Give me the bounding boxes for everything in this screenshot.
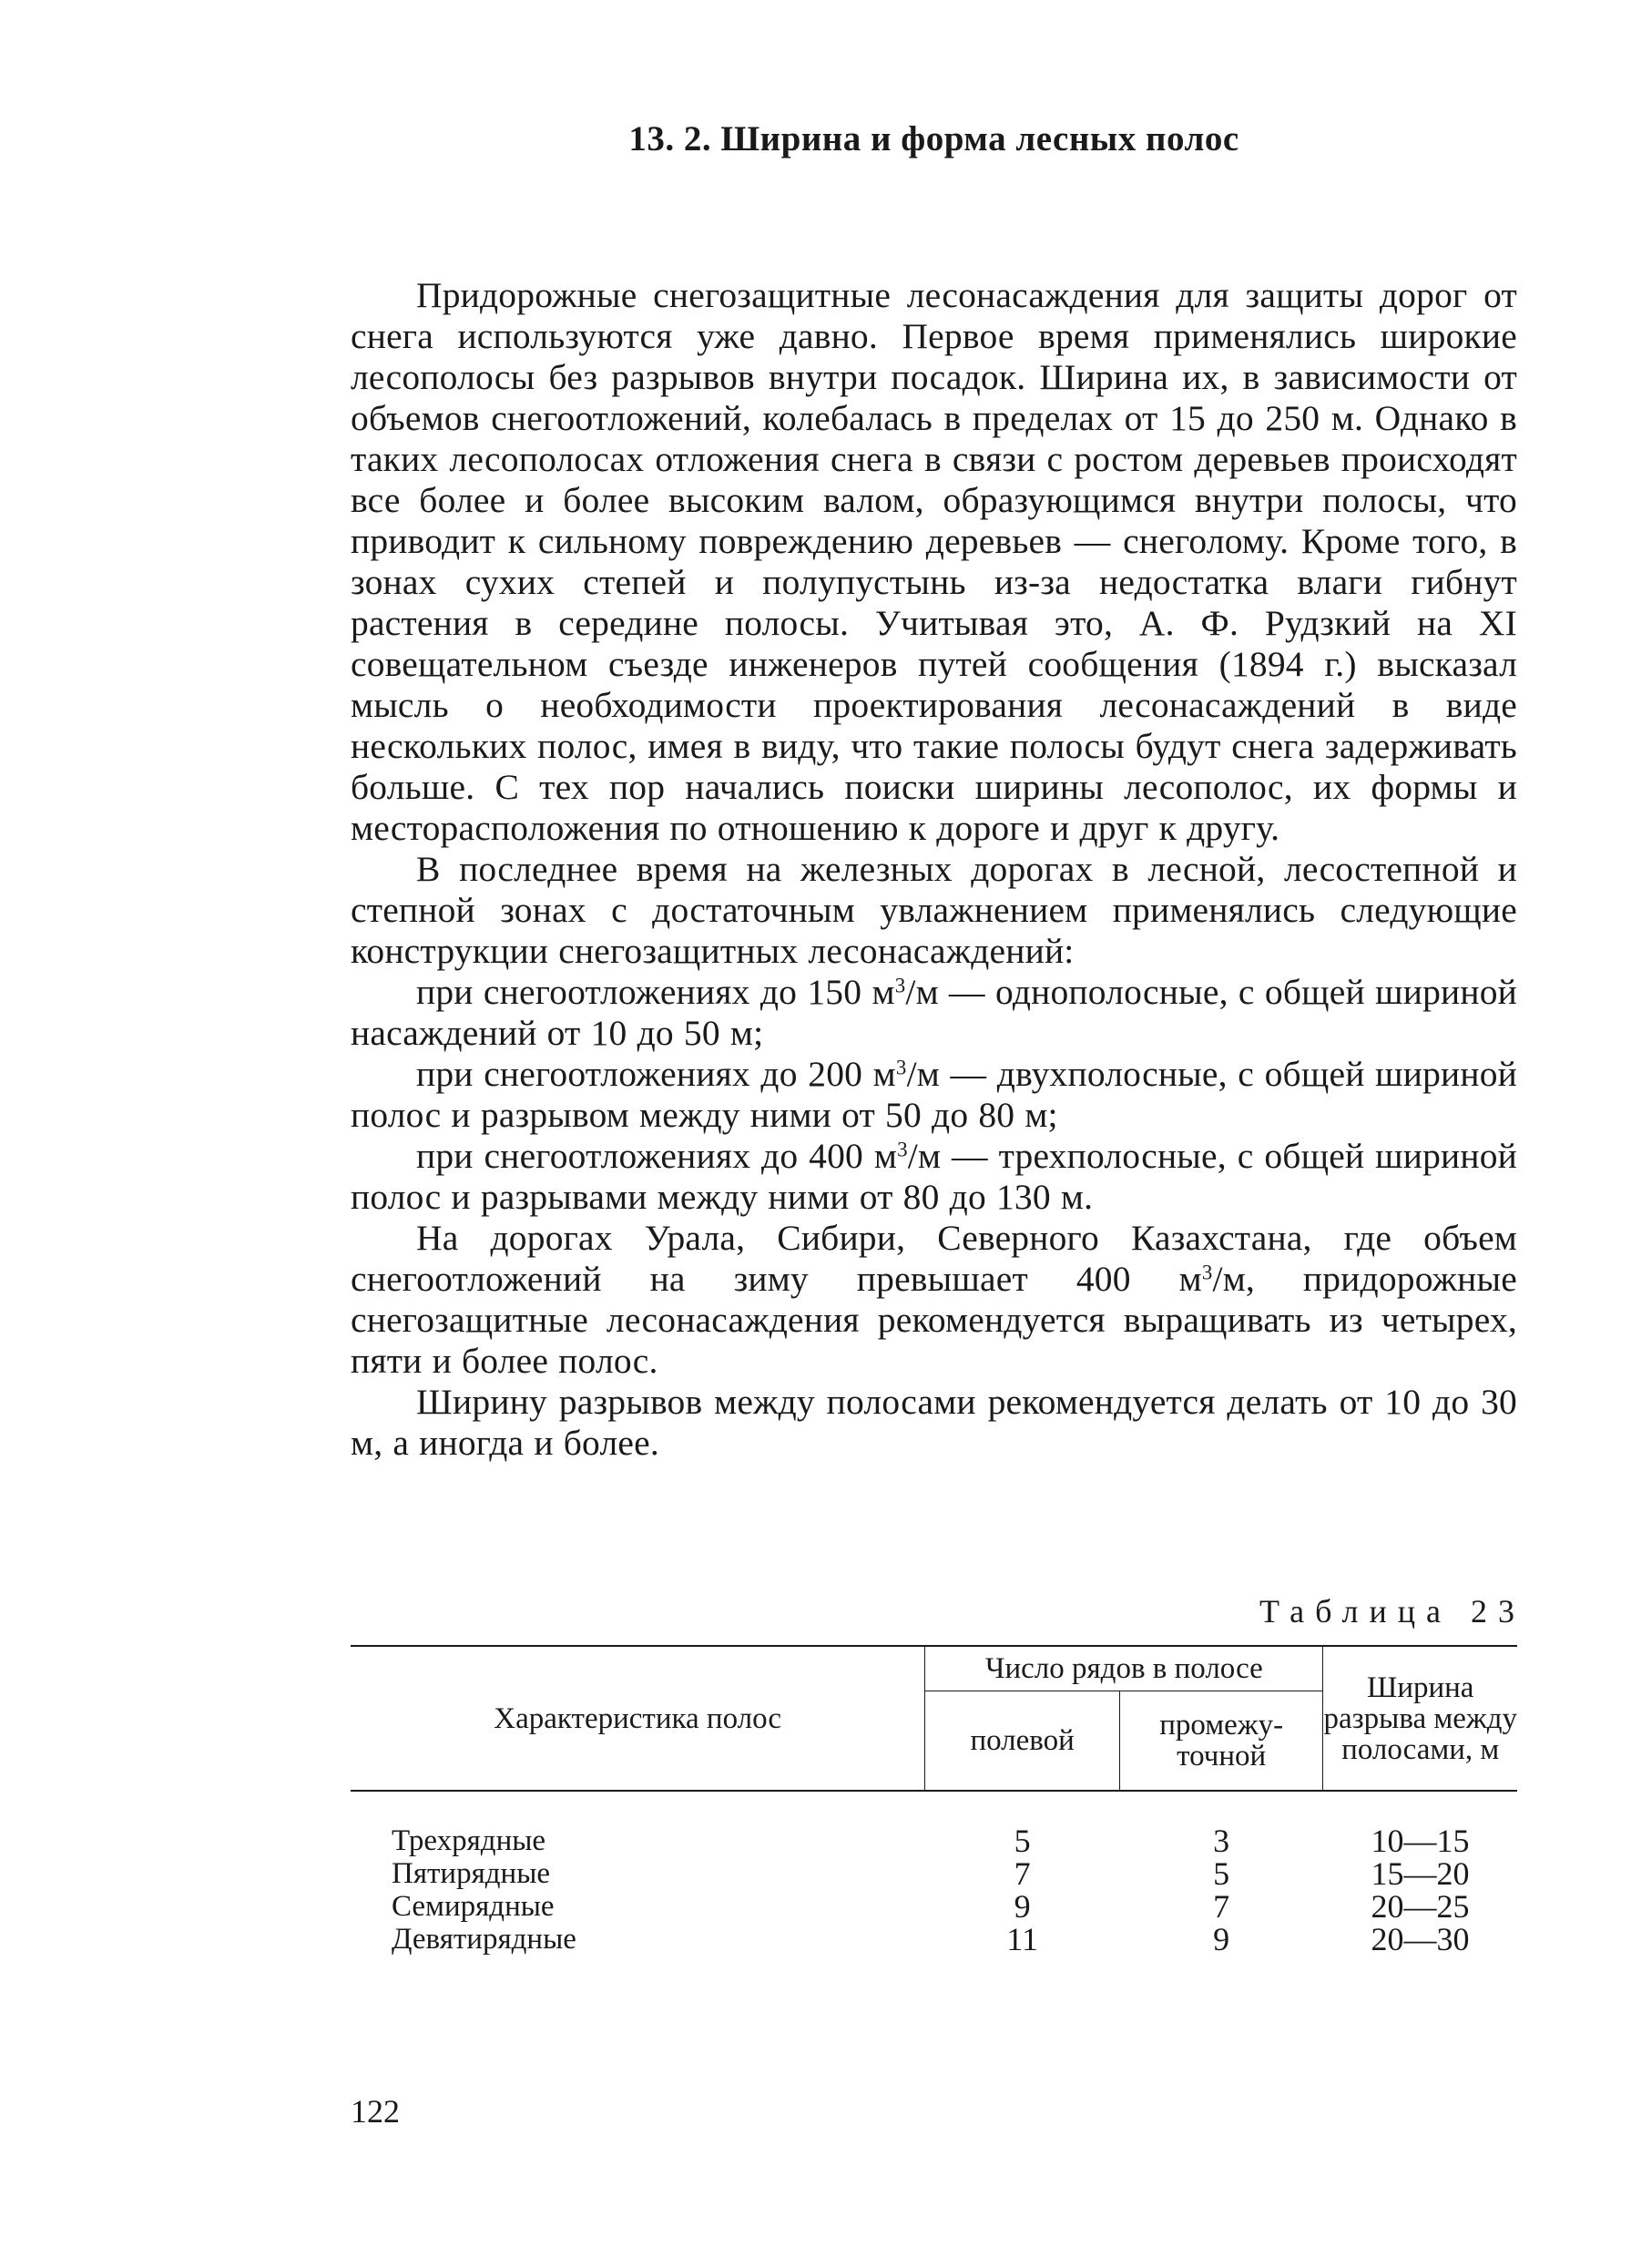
strip-table (351, 1645, 1517, 1956)
page-number: 122 (351, 2093, 400, 2130)
paragraph-6-text-start: На дорогах Урала, Сибири, Северного Казахстана, где объем снегоотложений на зиму превышает 400 м (351, 1218, 1517, 1299)
table-row (351, 1824, 1517, 1857)
paragraph-5-text-start: при снегоотложениях до 400 м (416, 1136, 898, 1176)
superscript-cube: 3 (897, 1138, 908, 1161)
row-name: Семирядные (392, 1890, 555, 1923)
paragraph-5 (351, 1136, 1517, 1218)
paragraph-3-text-start: при снегоотложениях до 150 м (416, 972, 895, 1012)
paragraph-6-text-end: /м, придорожные снегозащитные лесонасаждения рекомендуется выращивать из четырех, пяти и более полос. (351, 1259, 1517, 1381)
row-intermediate-count: 3 (1213, 1823, 1230, 1859)
table-row (351, 1857, 1517, 1890)
superscript-cube: 3 (895, 1056, 907, 1079)
row-field-count: 5 (1014, 1823, 1031, 1859)
header-gap-width: Ширина разрыва между полосами, м (1323, 1670, 1518, 1766)
row-intermediate-count: 5 (1213, 1855, 1230, 1892)
header-intermediate: промежу-точной (1119, 1691, 1323, 1792)
paragraph-2: В последнее время на железных дорогах в лесной, лесостепной и степной зонах с достаточным увлажнением применялись следующие конструкции снегозащитных лесонасаждений: (351, 849, 1517, 971)
table-row (351, 1890, 1517, 1923)
table-header (351, 1646, 1517, 1791)
row-gap-width: 15—20 (1371, 1855, 1470, 1892)
row-field-count: 9 (1014, 1888, 1031, 1925)
row-name: Трехрядные (392, 1824, 546, 1857)
row-intermediate-count: 7 (1213, 1888, 1230, 1925)
row-field-count: 7 (1014, 1855, 1031, 1892)
table-caption: Таблица 23 (1259, 1593, 1525, 1629)
superscript-cube: 3 (894, 974, 906, 997)
row-gap-width: 20—30 (1371, 1921, 1470, 1957)
row-intermediate-count: 9 (1213, 1921, 1230, 1957)
header-field: полевой (925, 1691, 1120, 1792)
table-spacer (351, 1791, 1517, 1824)
row-field-count: 11 (1006, 1921, 1038, 1957)
row-gap-width: 10—15 (1371, 1823, 1470, 1859)
paragraph-3-text-end: /м — однополосные, с общей шириной насаждений от 10 до 50 м; (351, 972, 1518, 1053)
table-body (351, 1791, 1517, 1956)
paragraph-5-text-end: /м — трехполосные, с общей шириной полос и разрывами между ними от 80 до 130 м. (351, 1136, 1517, 1217)
row-name: Девятирядные (392, 1923, 576, 1956)
header-characteristic: Характеристика полос (494, 1701, 782, 1735)
section-heading: 13. 2. Ширина и форма лесных полос (628, 119, 1239, 158)
paragraph-7: Ширину разрывов между полосами рекомендуется делать от 10 до 30 м, а иногда и более. (351, 1382, 1517, 1463)
paragraph-1: Придорожные снегозащитные лесонасаждения для защиты дорог от снега используются уже давно. Первое время применялись широкие лесополосы без разрывов внутри посадок. Ширина их, в зависимости от объемов снегоотложений, колебалась в пределах от 15 до 250 м. Однако в таких лесополосах отложения снега в связи с ростом деревьев происходят все более и более высоким валом, образующимся внутри полосы, что приводит к сильному повреждению деревьев — снеголому. Кроме того, в зонах сухих степей и полупустынь из-за недостатка влаги гибнут растения в середине полосы. Учитывая это, А. Ф. Рудзкий на XI совещательном съезде инженеров путей сообщения (1894 г.) высказал мысль о необходимости проектирования лесонасаждений в виде нескольких полос, имея в виду, что такие полосы будут снега задерживать больше. С тех пор начались поиски ширины лесополос, их формы и месторасположения по отношению к дороге и друг к другу. (351, 275, 1517, 848)
table-row (351, 1923, 1517, 1956)
header-rows-group: Число рядов в полосе (925, 1646, 1323, 1691)
row-gap-width: 20—25 (1371, 1888, 1470, 1925)
paragraph-4-text-start: при снегоотложениях до 200 м (416, 1054, 896, 1094)
paragraph-4-text-end: /м — двухполосные, с общей шириной полос и разрывом между ними от 50 до 80 м; (351, 1054, 1517, 1135)
row-name: Пятирядные (392, 1857, 551, 1890)
paragraph-6 (351, 1218, 1517, 1382)
header-row-1 (351, 1646, 1517, 1691)
paragraph-3 (351, 972, 1517, 1054)
body-text (351, 275, 1517, 1464)
paragraph-4 (351, 1054, 1517, 1136)
superscript-cube: 3 (1201, 1261, 1213, 1284)
